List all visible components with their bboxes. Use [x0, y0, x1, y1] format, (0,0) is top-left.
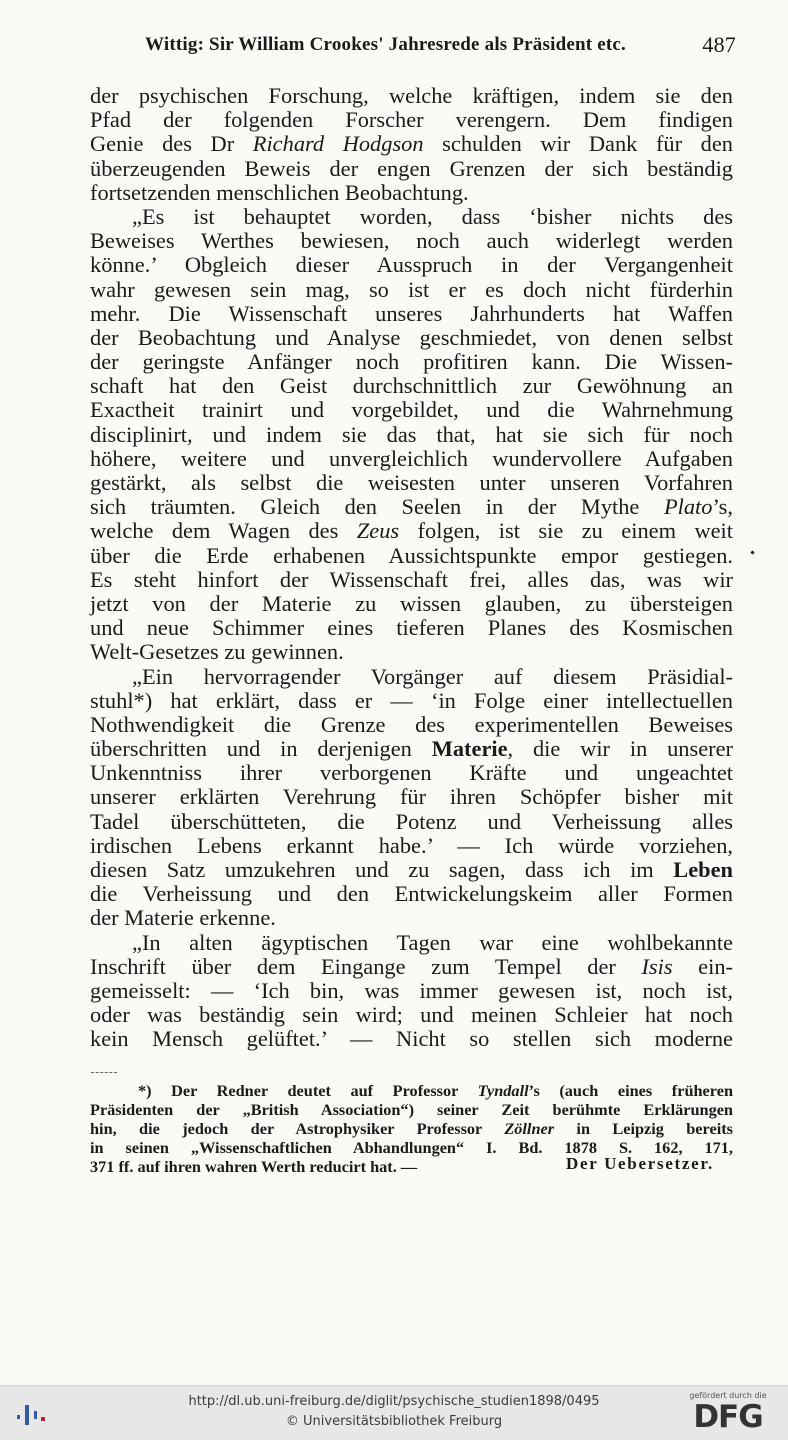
body-text-line: disciplinirt, und indem sie das that, hat sie sich für noch — [90, 421, 733, 447]
emphasized-text: Tyndall — [477, 1081, 529, 1100]
running-title: Wittig: Sir William Crookes' Jahresrede als Präsident etc. — [145, 34, 626, 55]
body-text-line: Genie des Dr Richard Hodgson schulden wir Dank für den — [90, 131, 733, 157]
emphasized-text: Plato — [663, 494, 713, 520]
footnote-text-line: *) Der Redner deutet auf Professor Tyndall’s (auch eines früheren — [138, 1081, 733, 1100]
running-header — [90, 34, 736, 62]
body-text-line: über die Erde erhabenen Aussichtspunkte empor gestiegen. — [90, 542, 733, 568]
body-text-line: Nothwendigkeit die Grenze des experimentellen Beweises — [90, 711, 733, 737]
footnote-text-line: in seinen „Wissenschaftlichen Abhandlungen“ I. Bd. 1878 S. 162, 171, — [90, 1138, 733, 1157]
emphasized-text: Isis — [641, 953, 673, 979]
body-text-line: gestärkt, als selbst die weisesten unter unseren Vorfahren — [90, 470, 733, 495]
footnote-separator — [91, 1072, 117, 1075]
footnote-text-line: hin, die jedoch der Astrophysiker Professor Zöllner in Leipzig bereits — [90, 1119, 733, 1138]
body-text-line: oder was beständig sein wird; und meinen Schleier hat noch — [90, 1002, 733, 1028]
page-number: 487 — [702, 32, 736, 57]
emphasized-text: Zöllner — [504, 1119, 555, 1138]
body-text-line: Beweises Werthes bewiesen, noch auch widerlegt werden — [90, 228, 733, 254]
dfg-funding-mark — [682, 1390, 774, 1436]
body-text-line: irdischen Lebens erkannt habe.’ — Ich würde vorziehen, — [90, 832, 733, 858]
body-text-line: Pfad der folgenden Forscher verengern. Dem findigen — [90, 107, 733, 133]
funding-note: gefördert durch die — [689, 1391, 767, 1400]
body-text-line: höhere, weitere und unvergleichlich wundervollere Aufgaben — [90, 445, 733, 471]
body-text-line: der geringste Anfänger noch profitiren kann. Die Wissen- — [90, 349, 733, 375]
body-text-line: Es steht hinfort der Wissenschaft frei, alles das, was wir — [90, 566, 733, 592]
scan-speck — [750, 550, 754, 554]
body-text-line: der Beobachtung und Analyse geschmiedet, von denen selbst — [90, 324, 733, 350]
body-text-line: „Ein hervorragender Vorgänger auf diesem Präsidial- — [132, 663, 733, 689]
body-text-line: sich träumten. Gleich den Seelen in der Mythe Plato’s, — [90, 494, 733, 520]
body-text-line: überzeugenden Beweis der engen Grenzen der sich beständig — [90, 155, 733, 181]
footnote-text-line: 371 ff. auf ihren wahren Werth reducirt hat. — — [90, 1157, 418, 1176]
body-text-line: gemeisselt: — ‘Ich bin, was immer gewesen ist, noch ist, — [90, 977, 733, 1003]
body-text-line: könne.’ Obgleich dieser Ausspruch in der Vergangenheit — [90, 252, 733, 278]
body-text-line: der Materie erkenne. — [90, 905, 276, 931]
body-text-line: unserer erklärten Verehrung für ihren Schöpfer bisher mit — [90, 784, 733, 810]
body-text-line: der psychischen Forschung, welche kräftigen, indem sie den — [90, 83, 733, 108]
body-text-line: überschritten und in derjenigen Materie, die wir in unserer — [90, 736, 733, 762]
body-text-line: fortsetzenden menschlichen Beobachtung. — [90, 179, 469, 205]
body-text-line: kein Mensch gelüftet.’ — Nicht so stellen sich moderne — [90, 1026, 733, 1052]
body-text-line: stuhl*) hat erklärt, dass er — ‘in Folge einer intellectuellen — [90, 687, 733, 713]
body-text-line: diesen Satz umzukehren und zu sagen, dass ich im Leben — [90, 857, 733, 882]
body-text-line: schaft hat den Geist durchschnittlich zur Gewöhnung an — [90, 373, 733, 399]
digital-library-footer — [0, 1385, 788, 1440]
emphasized-text: Richard Hodgson — [252, 131, 424, 157]
body-text-line: welche dem Wagen des Zeus folgen, ist sie zu einem weit — [90, 518, 734, 544]
dfg-logo: DFG — [693, 1399, 763, 1435]
body-text-line: jetzt von der Materie zu wissen glauben, zu übersteigen — [90, 590, 733, 616]
article-body — [90, 84, 733, 1052]
body-text-line: mehr. Die Wissenschaft unseres Jahrhunderts hat Waffen — [90, 300, 733, 326]
body-text-line: Unkenntniss ihrer verborgenen Kräfte und ungeachtet — [90, 760, 733, 786]
body-text-line: und neue Schimmer eines tieferen Planes des Kosmischen — [90, 615, 733, 641]
digital-library-url-link[interactable]: http://dl.ub.uni-freiburg.de/diglit/psychische_studien1898/0495 — [188, 1394, 600, 1409]
footnote-text-line: Präsidenten der „British Association“) seiner Zeit berühmte Erklärungen — [90, 1100, 733, 1119]
bold-text: Materie — [431, 736, 508, 762]
copyright-notice: © Universitätsbibliothek Freiburg — [285, 1414, 503, 1429]
emphasized-text: Zeus — [356, 518, 400, 544]
body-text-line: „In alten ägyptischen Tagen war eine wohlbekannte — [132, 929, 733, 955]
body-text-line: „Es ist behauptet worden, dass ‘bisher nichts des — [132, 203, 733, 229]
body-text-line: Exactheit trainirt und vorgebildet, und die Wahrnehmung — [90, 397, 733, 423]
body-text-line: die Verheissung und den Entwickelungskeim aller Formen — [90, 881, 733, 907]
body-text-line: Tadel überschütteten, die Potenz und Verheissung alles — [90, 808, 733, 834]
body-text-line: wahr gewesen sein mag, so ist er es doch nicht fürderhin — [90, 276, 733, 302]
body-text-line: Welt-Gesetzes zu gewinnen. — [90, 639, 344, 665]
translator-signature: Der Uebersetzer. — [565, 1154, 714, 1173]
bold-text: Leben — [673, 857, 733, 882]
body-text-line: Inschrift über dem Eingange zum Tempel der Isis ein- — [90, 953, 733, 979]
